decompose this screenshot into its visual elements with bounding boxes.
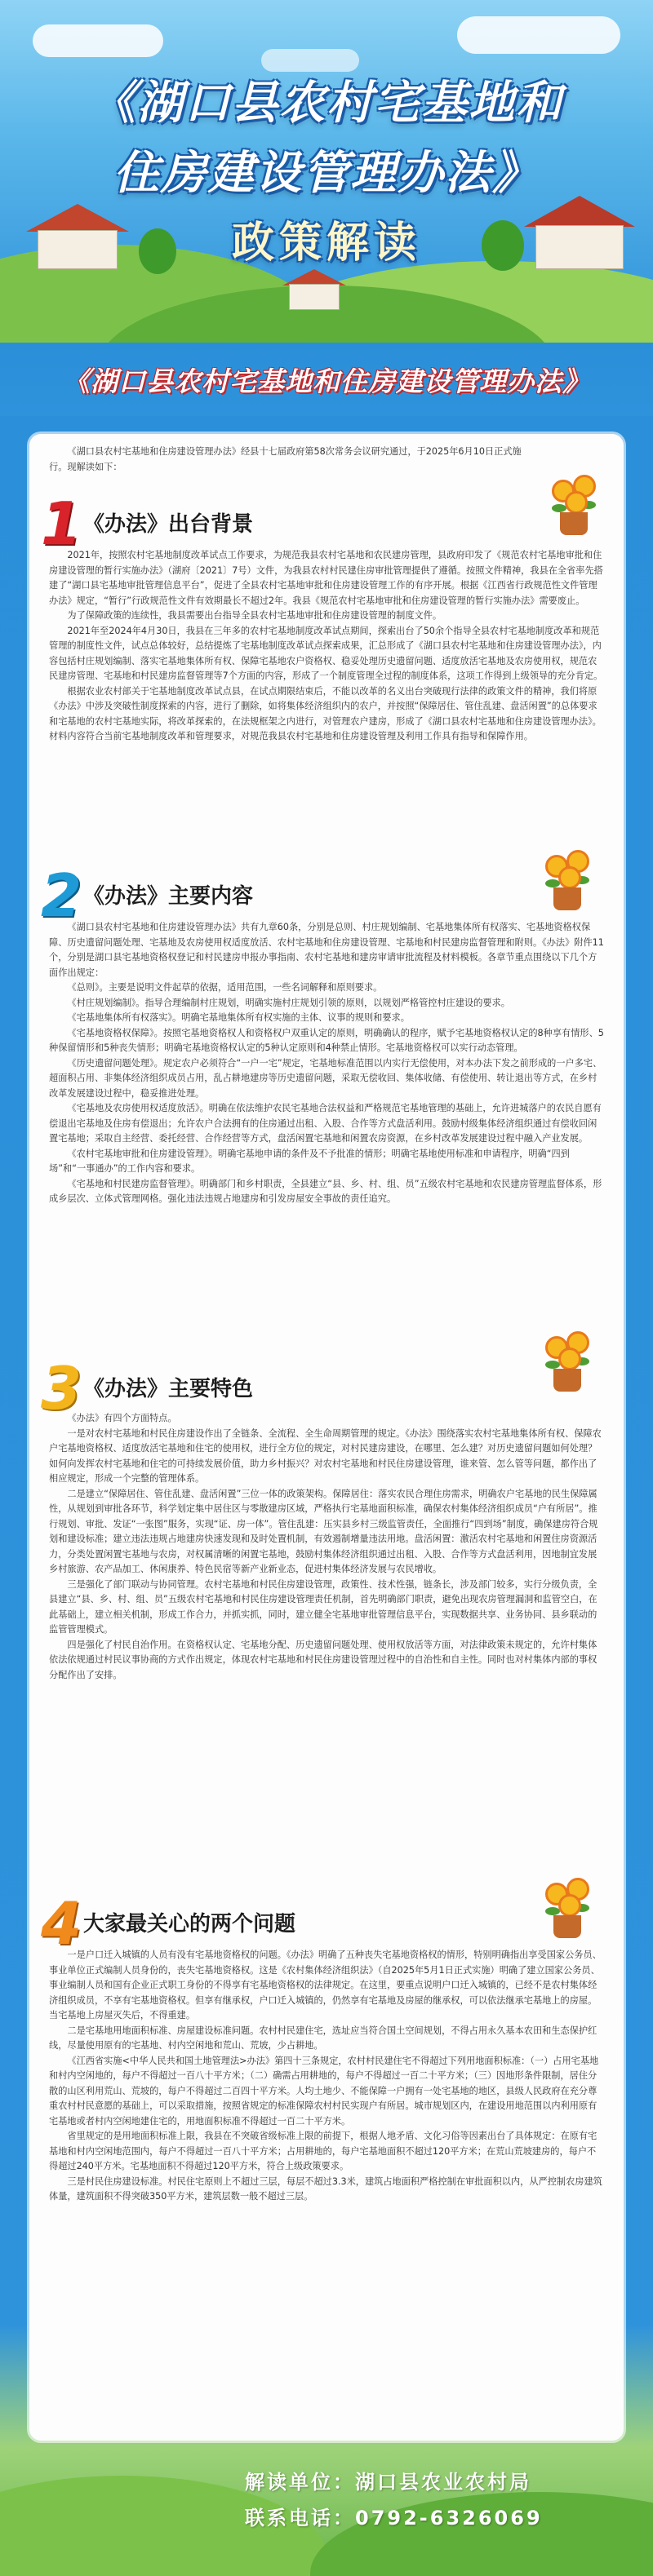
section-paragraph: 《村庄规划编制》。指导合理编制村庄规划，明确实施村庄规划引领的原则，以规划严格管控村庄建设的要求。 bbox=[67, 997, 510, 1008]
intro-text: 《湖口县农村宅基地和住房建设管理办法》经县十七届政府第58次常务会议研究通过，于2025年6月10日正式施行。现解读如下： bbox=[49, 446, 522, 472]
section-paragraph: 省里规定的是用地面积标准上限，我县在不突破省级标准上限的前提下，根据人地矛盾、文化习俗等因素出台了具体规定：在原有宅基地和村内空闲地范围内，每户不得超过一百八十平方米；占用耕地的，每户宅基地面积不超过120平方米；在荒山荒坡建房的，每户不得超过240平方米。宅基地面积不得超过120平方米，符合上级政策要求。 bbox=[49, 2131, 597, 2171]
section-3-title: 《办法》主要特色 bbox=[83, 1377, 254, 1401]
section-paragraph: 《宅基地资格权保障》。按照宅基地资格权人和资格权户双重认定的原则，明确确认的程序，赋予宅基地资格权认定的8种享有情形、5种保留情形和5种丧失情形；明确宅基地资格权认定的5种认定原则和4种禁止情形。宅基地资格权可以实行动态管理。 bbox=[49, 1027, 604, 1053]
section-paragraph: 一是对农村宅基地和村民住房建设作出了全链条、全流程、全生命周期管理的规定。《办法》围绕落实农村宅基地集体所有权、保障农户宅基地资格权、适度放活宅基地和住宅的使用权，进行全方位的规定，对村民建房建设，在哪里、怎么建？对历史遗留问题如何处理？如何向发挥农村宅基地和住宅的可持续发展价值，助力乡村振兴？对农村宅基地和村民住房建设管理，谁来管、怎么管等问题，都作出了相应规定，形成一个完整的管理体系。 bbox=[49, 1427, 602, 1484]
footer-phone-value: 0792-6326069 bbox=[355, 2507, 543, 2530]
section-paragraph: 《宅基地和村民建房监督管理》。明确部门和乡村职责，全县建立“县、乡、村、组、员”五级农村宅基地和农民建房管理监督体系，形成乡层次、立体式管理网格。强化违法违规占地建房和引发房屋安全事故的责任追究。 bbox=[49, 1178, 602, 1204]
banner-title: 《湖口县农村宅基地和住房建设管理办法》 bbox=[63, 365, 590, 397]
section-paragraph: 为了保障政策的连续性，我县需要出台指导全县农村宅基地审批和住房建设管理的制度文件。 bbox=[67, 610, 442, 621]
sunflower-pot-icon bbox=[539, 1330, 596, 1395]
intro-paragraph bbox=[49, 445, 531, 475]
footer-unit-value: 湖口县农业农村局 bbox=[355, 2471, 531, 2494]
sunflower-pot-icon bbox=[539, 1876, 596, 1941]
footer-unit-label: 解读单位： bbox=[245, 2471, 355, 2494]
header-title-line1: 《湖口县农村宅基地和 bbox=[90, 77, 563, 130]
section-3-number: 3 bbox=[41, 1354, 82, 1423]
hero-header bbox=[0, 0, 653, 343]
header-title-line2: 住房建设管理办法》 bbox=[113, 147, 540, 200]
section-paragraph: 二是建立“保障居住、管住乱建、盘活闲置”三位一体的政策架构。保障居住：落实农民合理住房需求，明确农户宅基地的民生保障属性，从规划到审批各环节，科学划定集中居住区与零散建房区域，严格执行宅基地面积标准，确保农村集体经济组织成员“户有所居”。推行规划、审批、发证“一张图”服务，实现“证、房一体”。管住乱建：压实县乡村三级监管责任，全面推行“四到场”制度，确保建房符合规划和建设标准；建立违法违规占地建房快速发现和及时处置机制，有效遏制增量违法用地。盘活闲置：激活农村宅基地和闲置住房资源活力，分类处置闲置宅基地与农房，对权属清晰的闲置宅基地，鼓励村集体经济组织通过出租、入股、合作等方式盘活利用，因地制宜发展乡村旅游、农产品加工、休闲康养、特色民宿等新产业新业态，促进村集体经济发展与农民增收。 bbox=[49, 1488, 598, 1574]
section-paragraph: 《农村宅基地审批和住房建设管理》。明确宅基地申请的条件及不予批准的情形；明确宅基地使用标准和申请程序，明确“四到场”和“一事通办”的工作内容和要求。 bbox=[49, 1148, 570, 1174]
section-1-title: 《办法》出台背景 bbox=[83, 512, 254, 537]
section-paragraph: 三是村民住房建设标准。村民住宅原则上不超过三层，每层不超过3.3米，建筑占地面积严格控制在审批面积以内，从严控制农房建筑体量，建筑面积不得突破350平方米，建筑层数一般不超过三层。 bbox=[49, 2175, 602, 2202]
section-4-body bbox=[49, 1948, 604, 2205]
section-paragraph: 《办法》有四个方面特点。 bbox=[67, 1413, 177, 1423]
footer-unit bbox=[245, 2466, 637, 2494]
section-paragraph: 《江西省实施<中华人民共和国土地管理法>办法》第四十三条规定，农村村民建住宅不得超过下列用地面积标准：（一）占用宅基地和村内空闲地的，每户不得超过一百八十平方米；（二）确需占用耕地的，每户不得超过一百二十平方米；（三）因地形条件限制，居住分散的山区利用荒山、荒坡的，每户不得超过二百四十平方米。人均土地少、不能保障一户拥有一处宅基地的地区，县级人民政府在充分尊重农村村民意愿的基础上，可以采取措施，按照省规定的标准保障农村村民实现户有所居。城市规划区内，在建设用地范围以内利用原有宅基地或者村内空闲地建住宅的，用地面积标准不得超过一百二十平方米。 bbox=[49, 2055, 599, 2127]
footer-phone-label: 联系电话： bbox=[245, 2507, 355, 2530]
section-2-title: 《办法》主要内容 bbox=[83, 884, 254, 909]
section-paragraph: 《历史遗留问题处理》。规定农户必须符合“一户一宅”规定，宅基地标准范围以内实行无偿使用，对本办法下发之前形成的一户多宅、超面积占用、非集体经济组织成员占用，乱占耕地建房等历史遗留问题，采取无偿收回、集体收储、有偿使用、转让退出等方式，在乡村改革发展建设过程中，稳妥推进处理。 bbox=[49, 1057, 602, 1099]
section-paragraph: 《湖口县农村宅基地和住房建设管理办法》共有九章60条，分别是总则、村庄规划编制、宅基地集体所有权落实、宅基地资格权保障、历史遗留问题处理、宅基地及农房使用权适度放活、农村宅基地和住房建设管理、宅基地和村民建房监督管理和附则。《办法》附件11个，分别是湖口县宅基地资格权登记和村民建房申报办事指南、农村宅基地和建房审请审批流程及材料模板。各章节重点围绕以下几个方面作出规定： bbox=[49, 922, 604, 978]
sunflower-pot-icon bbox=[539, 848, 596, 914]
section-paragraph: 《宅基地及农房使用权适度放活》。明确在依法维护农民宅基地合法权益和严格规范宅基地管理的基础上，允许进城落户的农民自愿有偿退出宅基地及住房有偿退出；允许农户合法拥有的住房通过出租、入股、合作等方式盘活利用。鼓励村级集体经济组织通过有偿收回闲置宅基地；采取自主经营、委托经营、合作经营等方式，盘活闲置宅基地和闲置农房资源，在乡村改革发展建设过程中融入产业发展。 bbox=[49, 1103, 602, 1144]
section-2-number: 2 bbox=[41, 861, 82, 930]
section-2-body bbox=[49, 920, 604, 1207]
section-paragraph: 2021年至2024年4月30日，我县在三年多的农村宅基地制度改革试点期间，探索出台了50余个指导全县农村宅基地制度改革和规范管理的制度性文件，试点总体较好，总结提炼了宅基地制度改革试点探索成果，汇总形成了《湖口县农村宅基地和住房建设管理办法》，内容包括村庄规划编制、落实宅基地集体所有权、保障宅基地农户资格权、稳妥处理历史遗留问题、适度放活宅基地及农房使用权，规范农民建房管理、宅基地和村民建房监督管理等7个方面的内容，形成了一个制度管理全过程的制度体系，这项工作得到上级领导的充分肯定。 bbox=[49, 625, 603, 681]
section-paragraph: 二是宅基地用地面积标准、房屋建设标准问题。农村村民建住宅，选址应当符合国土空间规划，不得占用永久基本农田和生态保护红线，尽量使用原有的宅基地、村内空闲地和荒山、荒坡，少占耕地。 bbox=[49, 2025, 597, 2051]
footer-phone bbox=[245, 2502, 637, 2530]
section-1-number: 1 bbox=[41, 489, 82, 558]
section-paragraph: 一是户口迁入城镇的人员有没有宅基地资格权的问题。《办法》明确了五种丧失宅基地资格权的情形，特别明确指出享受国家公务员、事业单位正式编制人员身份的，丧失宅基地资格权。这是《农村集体经济组织法》（自2025年5月1日正式实施）明确了建立国家公务员、事业编制人员和国有企业正式职工身份的不得享有宅基地资格权的法律规定。在这里，要重点说明户口迁入城镇的，已经不是农村集体经济组织成员，不享有宅基地资格权。但享有继承权，户口迁入城镇的，仍然享有宅基地及房屋的继承权，可以依法继承宅基地上的房屋。当宅基地上房屋灭失后，不得重建。 bbox=[49, 1950, 602, 2021]
sunflower-pot-icon bbox=[545, 473, 602, 538]
header-title-line3: 政策解读 bbox=[231, 219, 421, 268]
section-paragraph: 四是强化了村民自治作用。在资格权认定、宅基地分配、历史遗留问题处理、使用权放活等方面，对法律政策未规定的，允许村集体依法依规通过村民议事协商的方式作出规定，体现农村宅基地和村民住房建设管理过程中的自治性和自主性。同时也对村集体内部的事权分配作出了安排。 bbox=[49, 1639, 597, 1680]
section-paragraph: 《总则》。主要是说明文件起草的依据，适用范围，一些名词解释和原则要求。 bbox=[67, 982, 383, 993]
footer bbox=[0, 2443, 653, 2576]
section-4-number: 4 bbox=[41, 1889, 82, 1958]
section-paragraph: 《宅基地集体所有权落实》。明确宅基地集体所有权实施的主体、议事的规则和要求。 bbox=[67, 1012, 410, 1023]
section-4-title: 大家最关心的两个问题 bbox=[83, 1912, 296, 1936]
section-3-body bbox=[49, 1411, 604, 1683]
cloud-decoration bbox=[33, 24, 163, 57]
cloud-decoration bbox=[457, 16, 620, 54]
section-paragraph: 三是强化了部门联动与协同管理。农村宅基地和村民住房建设管理，政策性、技术性强，链条长，涉及部门较多，实行分级负责，全县建立“县、乡、村、组、员”五级农村宅基地和村民住房建设管理责任机制，首先明确部门职责，避免出现农房管理漏洞和监管空白，在此基础上，建立相关机制，形成工作合力，并抓实抓，同时，建立健全宅基地审批管理信息平台，实现数据共享、业务协同、县乡联动的监管管理模式。 bbox=[49, 1578, 597, 1635]
section-paragraph: 2021年，按照农村宅基地制度改革试点工作要求，为规范我县农村宅基地和农民建房管理，县政府印发了《规范农村宅基地审批和住房建设管理的暂行实施办法》（湖府〔2021〕7号）文件，为我县农村村民建住房审批管理提供了遵循。按照文件精神，我县在全省率先搭建了“湖口县宅基地审批管理信息平台”，促进了全县农村宅基地审批和住房建设管理工作的有序开展。根据《江西省行政规范性文件管理办法》规定，“暂行”行政规范性文件有效期最长不超过2年。我县《规范农村宅基地审批和住房建设管理的暂行实施办法》需要废止。 bbox=[49, 550, 603, 606]
section-1-body bbox=[49, 548, 604, 745]
section-paragraph: 根据农业农村部关于宅基地制度改革试点县，在试点期限结束后，不能以改革的名义出台突破现行法律的政策文件的精神，我们将原《办法》中涉及突破性制度探索的内容，进行了删除，如将集体经济组织内的农户，并按照“保障居住、管住乱建、盘活闲置”的总体要求和宅基地的农村宅基地实际，将改革探索的，在法规框架之内进行，对管理农户建房，形成了《湖口县农村宅基地和住房建设管理办法》。材料内容符合当前宅基地制度改革和管理要求，对规范我县农村宅基地和住房建设管理及利用工作具有指导和保障作用。 bbox=[49, 685, 602, 741]
house-illustration bbox=[286, 269, 343, 310]
